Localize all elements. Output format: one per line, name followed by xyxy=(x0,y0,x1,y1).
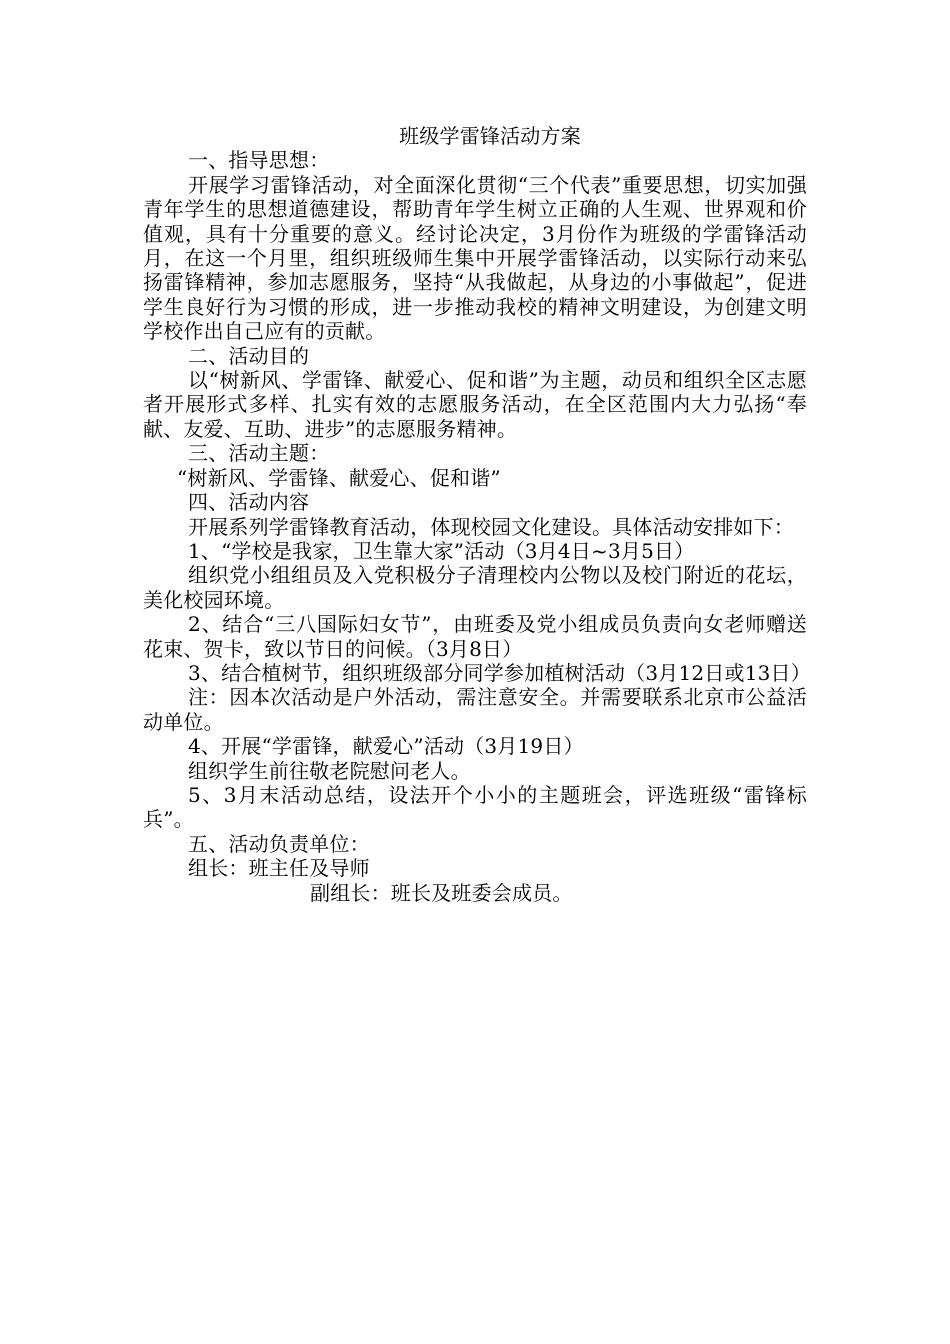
paragraph: 开展系列学雷锋教育活动，体现校园文化建设。具体活动安排如下： xyxy=(188,514,794,539)
paragraph: 一、指导思想： xyxy=(188,148,330,173)
document-title: 班级学雷锋活动方案 xyxy=(399,124,581,148)
paragraph: 1、“学校是我家，卫生靠大家”活动（3月4日~3月5日） xyxy=(188,538,695,563)
paragraph: 2、结合“三八国际妇女节”，由班委及党小组成员负责向女老师赠送花束、贺卡，致以节日的问候。（3月8日） xyxy=(143,612,807,661)
paragraph: 开展学习雷锋活动，对全面深化贯彻“三个代表”重要思想，切实加强青年学生的思想道德建设，帮助青年学生树立正确的人生观、世界观和价值观，具有十分重要的意义。经讨论决定，3月份作为班级的学雷锋活动月，在这一个月里，组织班级师生集中开展学雷锋活动，以实际行动来弘扬雷锋精神，参加志愿服务，坚持“从我做起，从身边的小事做起”，促进学生良好行为习惯的形成，进一步推动我校的精神文明建设，为创建文明学校作出自己应有的贡献。 xyxy=(143,172,807,344)
paragraph: 四、活动内容 xyxy=(188,490,310,515)
paragraph: 二、活动目的 xyxy=(188,343,310,368)
paragraph: 以“树新风、学雷锋、献爱心、促和谐”为主题，动员和组织全区志愿者开展形式多样、扎实有效的志愿服务活动，在全区范围内大力弘扬“奉献、友爱、互助、进步”的志愿服务精神。 xyxy=(143,368,807,441)
paragraph: 注：因本次活动是户外活动，需注意安全。并需要联系北京市公益活动单位。 xyxy=(143,685,807,734)
paragraph: 组织学生前往敬老院慰问老人。 xyxy=(188,758,471,783)
paragraph: 4、开展“学雷锋，献爱心”活动（3月19日） xyxy=(188,734,584,759)
paragraph: 组长：班主任及导师 xyxy=(188,856,370,881)
paragraph: 5、3月末活动总结，设法开个小小的主题班会，评选班级“雷锋标兵”。 xyxy=(143,782,807,832)
paragraph: 三、活动主题： xyxy=(188,441,330,466)
paragraph: 副组长：班长及班委会成员。 xyxy=(310,880,573,905)
paragraph: 3、结合植树节，组织班级部分同学参加植树活动（3月12日或13日） xyxy=(188,660,811,685)
paragraph: 组织党小组组员及入党积极分子清理校内公物以及校门附近的花坛，美化校园环境。 xyxy=(143,563,807,612)
paragraph: “树新风、学雷锋、献爱心、促和谐” xyxy=(177,465,501,490)
paragraph: 五、活动负责单位： xyxy=(188,831,370,856)
document-body xyxy=(143,124,811,905)
paragraph-list xyxy=(143,148,811,905)
